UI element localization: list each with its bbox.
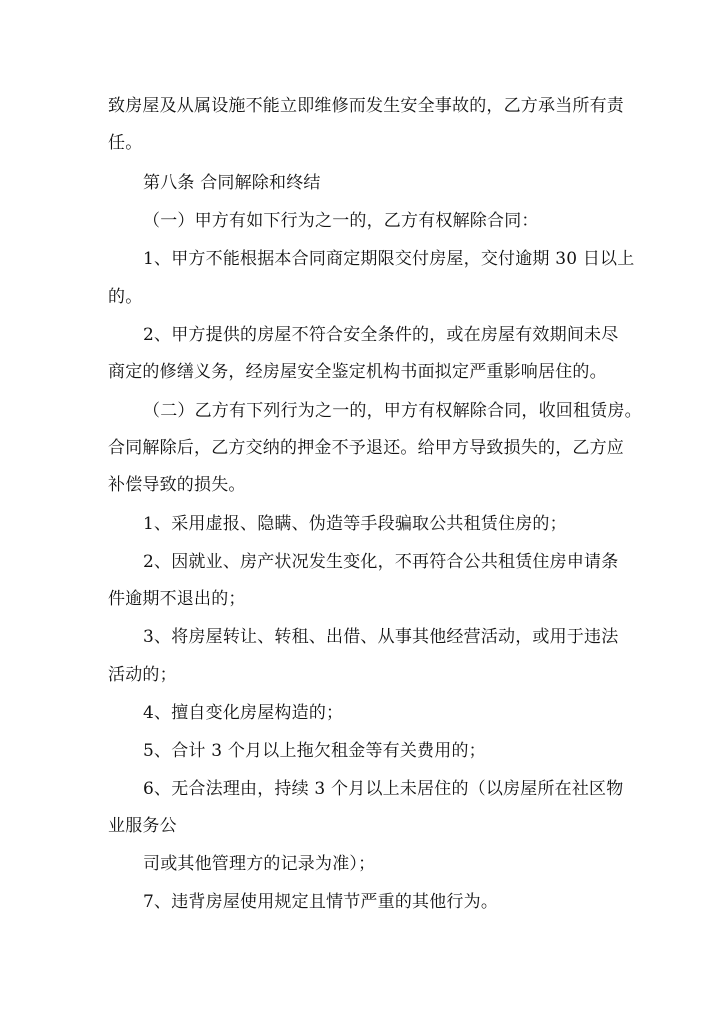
- text-line: 司或其他管理方的记录为准）；: [143, 854, 376, 874]
- text-line: 1、采用虚报、隐瞒、伪造等手段骗取公共租赁住房的；: [143, 514, 567, 534]
- text-line: 合同解除后，乙方交纳的押金不予退还。给甲方导致损失的，乙方应: [108, 438, 624, 458]
- text-line: 致房屋及从属设施不能立即维修而发生安全事故的，乙方承当所有责: [108, 96, 624, 116]
- text-line: 4、擅自变化房屋构造的；: [143, 703, 344, 723]
- text-line: 5、合计 3 个月以上拖欠租金等有关费用的；: [143, 741, 486, 761]
- text-line: 任。: [108, 133, 143, 153]
- text-line: 1、甲方不能根据本合同商定期限交付房屋，交付逾期 30 日以上: [143, 249, 635, 269]
- text-line: 商定的修缮义务，经房屋安全鉴定机构书面拟定严重影响居住的。: [108, 362, 607, 382]
- text-line: 3、将房屋转让、转租、出借、从事其他经营活动，或用于违法: [143, 627, 619, 647]
- text-line: 件逾期不退出的；: [108, 589, 246, 609]
- text-line: 业服务公: [108, 816, 177, 836]
- section-heading: 第八条 合同解除和终结: [143, 173, 321, 193]
- text-line: （二）乙方有下列行为之一的，甲方有权解除合同，收回租赁房。: [143, 401, 642, 421]
- text-line: 2、甲方提供的房屋不符合安全条件的，或在房屋有效期间未尽: [143, 325, 619, 345]
- text-line: 6、无合法理由，持续 3 个月以上未居住的（以房屋所在社区物: [143, 779, 624, 799]
- text-line: （一）甲方有如下行为之一的，乙方有权解除合同：: [143, 211, 539, 231]
- text-line: 的。: [108, 287, 143, 307]
- text-line: 7、违背房屋使用规定且情节严重的其他行为。: [143, 892, 499, 912]
- text-line: 2、因就业、房产状况发生变化，不再符合公共租赁住房申请条: [143, 552, 619, 572]
- text-line: 补偿导致的损失。: [108, 475, 246, 495]
- text-line: 活动的；: [108, 665, 177, 685]
